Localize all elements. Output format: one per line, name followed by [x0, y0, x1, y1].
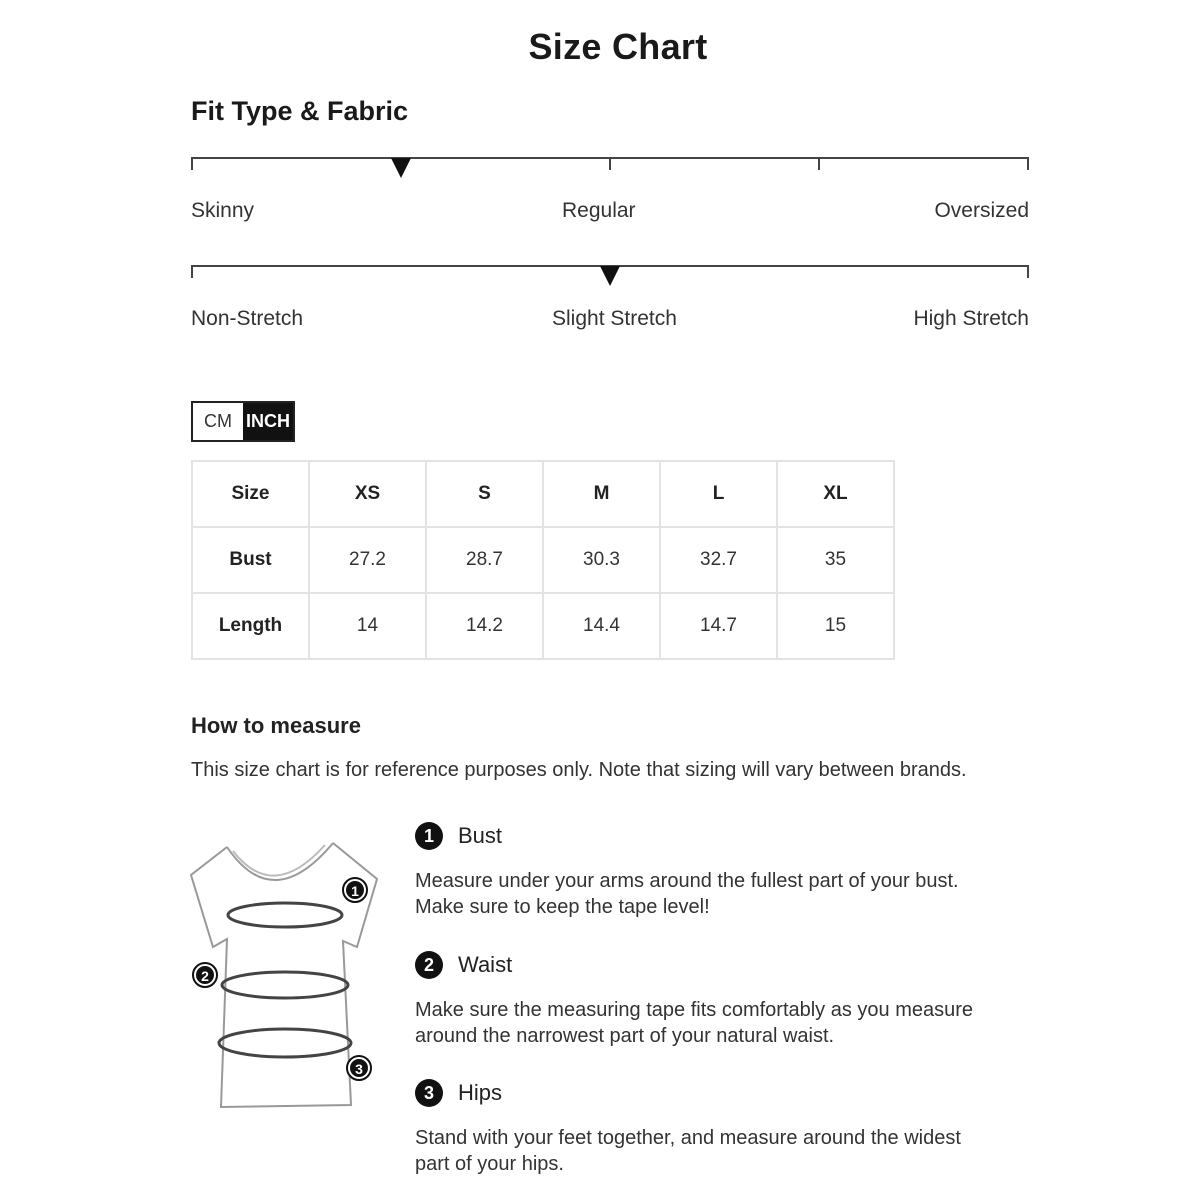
step-desc-bust: Measure under your arms around the fullest part of your bust. Make sure to keep the tape level!: [415, 870, 959, 918]
step-title-bust: Bust: [458, 823, 503, 848]
stretch-label-slight: Slight Stretch: [552, 307, 677, 330]
step-title-waist: Waist: [458, 952, 513, 977]
table-header-cell: Size: [192, 461, 309, 527]
table-cell: 32.7: [660, 527, 777, 593]
svg-text:2: 2: [201, 968, 209, 984]
step-number-icon: 3: [415, 1079, 443, 1107]
table-row: [192, 593, 894, 659]
scale-tick: [1027, 265, 1029, 278]
stretch-marker-icon: [600, 266, 620, 286]
step-number-icon: 2: [415, 951, 443, 979]
scale-tick: [818, 157, 820, 170]
page-title: Size Chart: [528, 26, 708, 67]
table-header-cell: XL: [777, 461, 894, 527]
step-desc-waist: Make sure the measuring tape fits comfortably as you measure around the narrowest part of your natural waist.: [415, 999, 974, 1047]
stretch-label-non: Non-Stretch: [191, 307, 304, 330]
step-number-icon: 1: [415, 822, 443, 850]
table-header-cell: S: [426, 461, 543, 527]
unit-cm-button[interactable]: CM: [193, 403, 243, 440]
table-cell: 30.3: [543, 527, 660, 593]
table-cell: 15: [777, 593, 894, 659]
scale-tick: [191, 157, 193, 170]
table-cell: 14.2: [426, 593, 543, 659]
fit-label-oversized: Oversized: [934, 199, 1029, 222]
table-header-row: [192, 461, 894, 527]
fit-marker-icon: [391, 158, 411, 178]
table-row: [192, 527, 894, 593]
table-cell: 14.7: [660, 593, 777, 659]
table-cell: 27.2: [309, 527, 426, 593]
fit-type-heading: Fit Type & Fabric: [191, 96, 409, 126]
unit-inch-button[interactable]: INCH: [243, 403, 293, 440]
scale-tick: [609, 157, 611, 170]
step-title-hips: Hips: [458, 1080, 503, 1105]
table-header-cell: XS: [309, 461, 426, 527]
table-cell: 28.7: [426, 527, 543, 593]
table-header-cell: L: [660, 461, 777, 527]
how-to-measure-note: This size chart is for reference purposes only. Note that sizing will vary between brands.: [191, 759, 967, 781]
size-table: [191, 460, 895, 660]
fit-label-skinny: Skinny: [191, 199, 255, 222]
stretch-label-high: High Stretch: [913, 307, 1029, 330]
unit-toggle: [191, 401, 295, 442]
how-to-measure-heading: How to measure: [191, 713, 361, 738]
table-row-label: Bust: [192, 527, 309, 593]
fit-label-regular: Regular: [562, 199, 636, 222]
table-row-label: Length: [192, 593, 309, 659]
svg-text:3: 3: [355, 1061, 363, 1077]
scale-tick: [191, 265, 193, 278]
table-cell: 35: [777, 527, 894, 593]
table-cell: 14: [309, 593, 426, 659]
stretch-scale: [191, 265, 1029, 305]
step-desc-hips: Stand with your feet together, and measure around the widest part of your hips.: [415, 1127, 961, 1175]
scale-tick: [1027, 157, 1029, 170]
svg-text:1: 1: [351, 883, 359, 899]
table-header-cell: M: [543, 461, 660, 527]
table-cell: 14.4: [543, 593, 660, 659]
fit-type-scale: [191, 157, 1029, 197]
tshirt-measurement-icon: [185, 835, 385, 1115]
